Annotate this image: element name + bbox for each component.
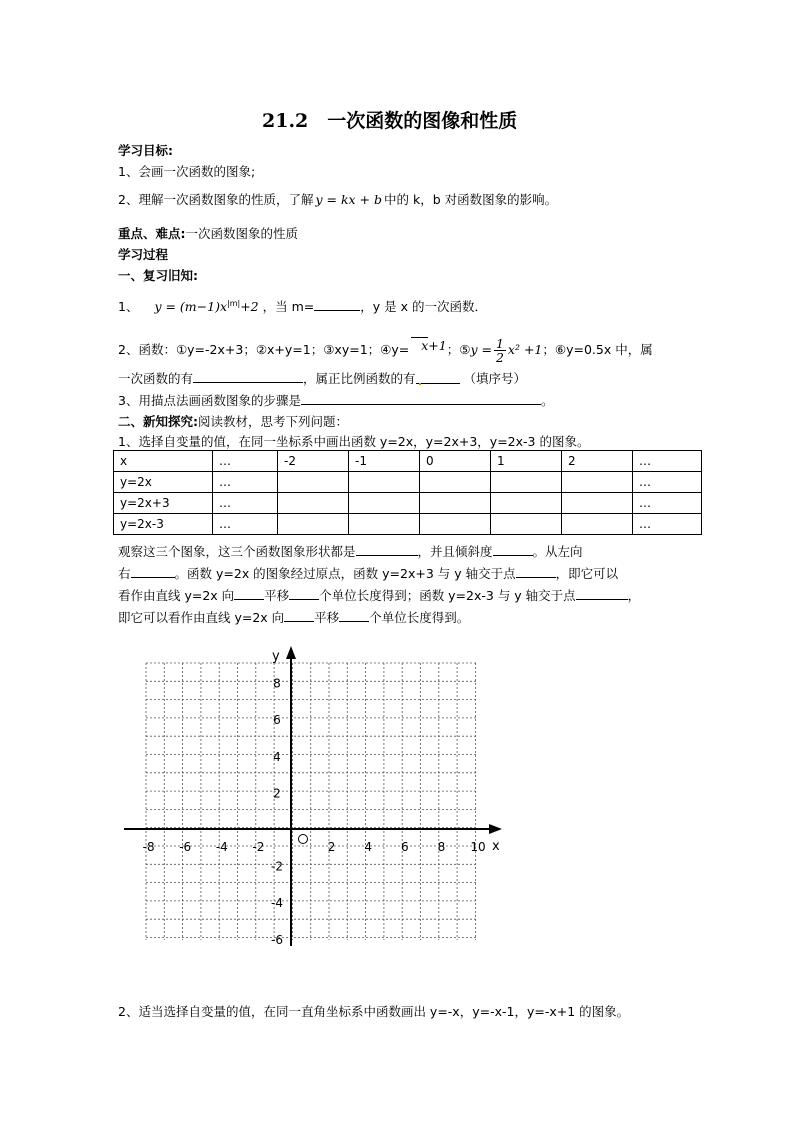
observe-l4b: 平移 — [314, 610, 340, 625]
new-knowledge-text: 阅读教材，思考下列问题： — [198, 414, 349, 429]
x-tick-label: 6 — [400, 840, 409, 854]
x-tick-label: 2 — [327, 840, 336, 854]
table-cell: … — [213, 493, 278, 514]
origin-mark — [299, 835, 308, 844]
observe-l3d: ， — [627, 588, 641, 603]
objective-2-formula: y = kx + b — [315, 192, 382, 207]
observe-l3b: 平移 — [264, 588, 290, 603]
objective-2-post: 中的 k，b 对函数图象的影响。 — [384, 192, 558, 207]
review-q1-text1: ，当 m= — [262, 299, 315, 314]
observe-l2a: 右 — [118, 566, 131, 581]
observe-l1c: 。从左向 — [532, 544, 583, 559]
fraction-den: 2 — [495, 350, 504, 365]
observe-l4c: 个单位长度得到。 — [369, 610, 470, 625]
sqrt-x: x — [411, 337, 428, 353]
review-q2-pre: 2、函数：①y=-2x+3；②x+y=1；③xy=1；④y= — [118, 342, 410, 357]
x-tick-label: 8 — [437, 840, 446, 854]
review-q1-formula: y = (m−1)x — [154, 299, 228, 314]
y-tick-label: 4 — [273, 749, 281, 764]
objective-2-pre: 2、理解一次函数图象的性质，了解 — [118, 192, 314, 207]
x-tick-label: -8 — [142, 840, 155, 854]
table-cell: … — [213, 472, 278, 493]
fraction-y: y = — [470, 342, 492, 357]
review-q1-num: 1、 — [118, 299, 139, 314]
key-points-label: 重点、难点: — [118, 226, 186, 241]
y-tick-label: -6 — [271, 932, 283, 947]
grid-lines — [146, 663, 476, 940]
review-q1-exp: |m| — [227, 298, 241, 308]
table-cell: … — [633, 451, 702, 472]
x-axis-arrow — [489, 824, 502, 834]
observe-l3a: 看作由直线 y=2x 向 — [118, 588, 235, 603]
new-knowledge-q1: 1、选择自变量的值，在同一坐标系中画出函数 y=2x，y=2x+3，y=2x-3 的图象。 — [118, 434, 590, 449]
x-tick-label: -6 — [179, 840, 192, 854]
tick-labels — [143, 677, 486, 947]
review-q2-line2-a: 一次函数的有 — [118, 371, 194, 386]
x-tick-label: 4 — [364, 840, 373, 854]
review-q3-end: 。 — [540, 393, 554, 408]
x-axis-label: x — [492, 839, 500, 854]
table-cell: … — [633, 493, 702, 514]
y-tick-label: 6 — [273, 713, 281, 728]
y-axis-label: y — [272, 649, 280, 664]
table-cell: … — [633, 472, 702, 493]
y-tick-label: 8 — [273, 676, 281, 691]
y-tick-label: 2 — [273, 786, 281, 801]
table-cell: 1 — [491, 451, 562, 472]
new-knowledge-label: 二、新知探究: — [118, 414, 198, 429]
objectives-heading: 学习目标: — [118, 143, 173, 158]
table-cell: x — [114, 451, 213, 472]
key-points-text: 一次函数图象的性质 — [185, 226, 299, 241]
review-q2-mid: ；⑤ — [446, 342, 471, 357]
x-tick-label: -4 — [215, 840, 228, 854]
fraction-num: 1 — [495, 336, 504, 351]
table-cell: -1 — [349, 451, 420, 472]
y-tick-label: -2 — [271, 859, 283, 874]
review-heading: 一、复习旧知: — [118, 268, 198, 283]
new-knowledge-q2: 2、适当选择自变量的值，在同一直角坐标系中函数画出 y=-x，y=-x-1，y=-x+1 的图象。 — [118, 1004, 630, 1019]
table-cell: … — [213, 514, 278, 535]
objective-1: 1、会画一次函数的图象; — [118, 164, 256, 179]
x-tick-label: -2 — [252, 840, 265, 854]
observe-l4a: 即它可以看作由直线 y=2x 向 — [118, 610, 285, 625]
fraction-x2: x² +1 — [507, 342, 543, 357]
y-axis-arrow — [286, 646, 296, 659]
table-cell: … — [213, 451, 278, 472]
review-q3-text: 3、用描点法画函数图象的步骤是 — [118, 393, 301, 408]
sqrt-plus-one: +1 — [428, 338, 447, 353]
table-cell: … — [633, 514, 702, 535]
review-q1-tail: +2 — [240, 299, 259, 314]
review-q1-text2: ，y 是 x 的一次函数． — [360, 299, 487, 314]
table-cell: -2 — [278, 451, 349, 472]
page-title: 21.2 一次函数的图像和性质 — [262, 110, 518, 132]
observe-l2b: 。函数 y=2x 的图象经过原点，函数 y=2x+3 与 y 轴交于点 — [174, 566, 516, 581]
table-cell: 2 — [562, 451, 633, 472]
observe-l1b: ，并且倾斜度 — [417, 544, 493, 559]
review-q2-line2-c: （填序号） — [463, 371, 527, 386]
x-tick-label: 10 — [470, 840, 486, 854]
review-q2-post: ；⑥y=0.5x 中，属 — [542, 342, 653, 357]
review-q2-line2-b: ，属正比例函数的有 — [303, 371, 416, 386]
table-cell: y=2x-3 — [114, 514, 213, 535]
observe-l2c: ，即它可以 — [555, 566, 619, 581]
y-tick-label: -4 — [271, 896, 283, 911]
observe-l3c: 个单位长度得到；函数 y=2x-3 与 y 轴交于点 — [319, 588, 576, 603]
observe-l1a: 观察这三个图象，这三个函数图象形状都是 — [118, 544, 356, 559]
table-cell: y=2x+3 — [114, 493, 213, 514]
table-cell: 0 — [420, 451, 491, 472]
table-cell: y=2x — [114, 472, 213, 493]
process-heading: 学习过程 — [118, 247, 169, 262]
